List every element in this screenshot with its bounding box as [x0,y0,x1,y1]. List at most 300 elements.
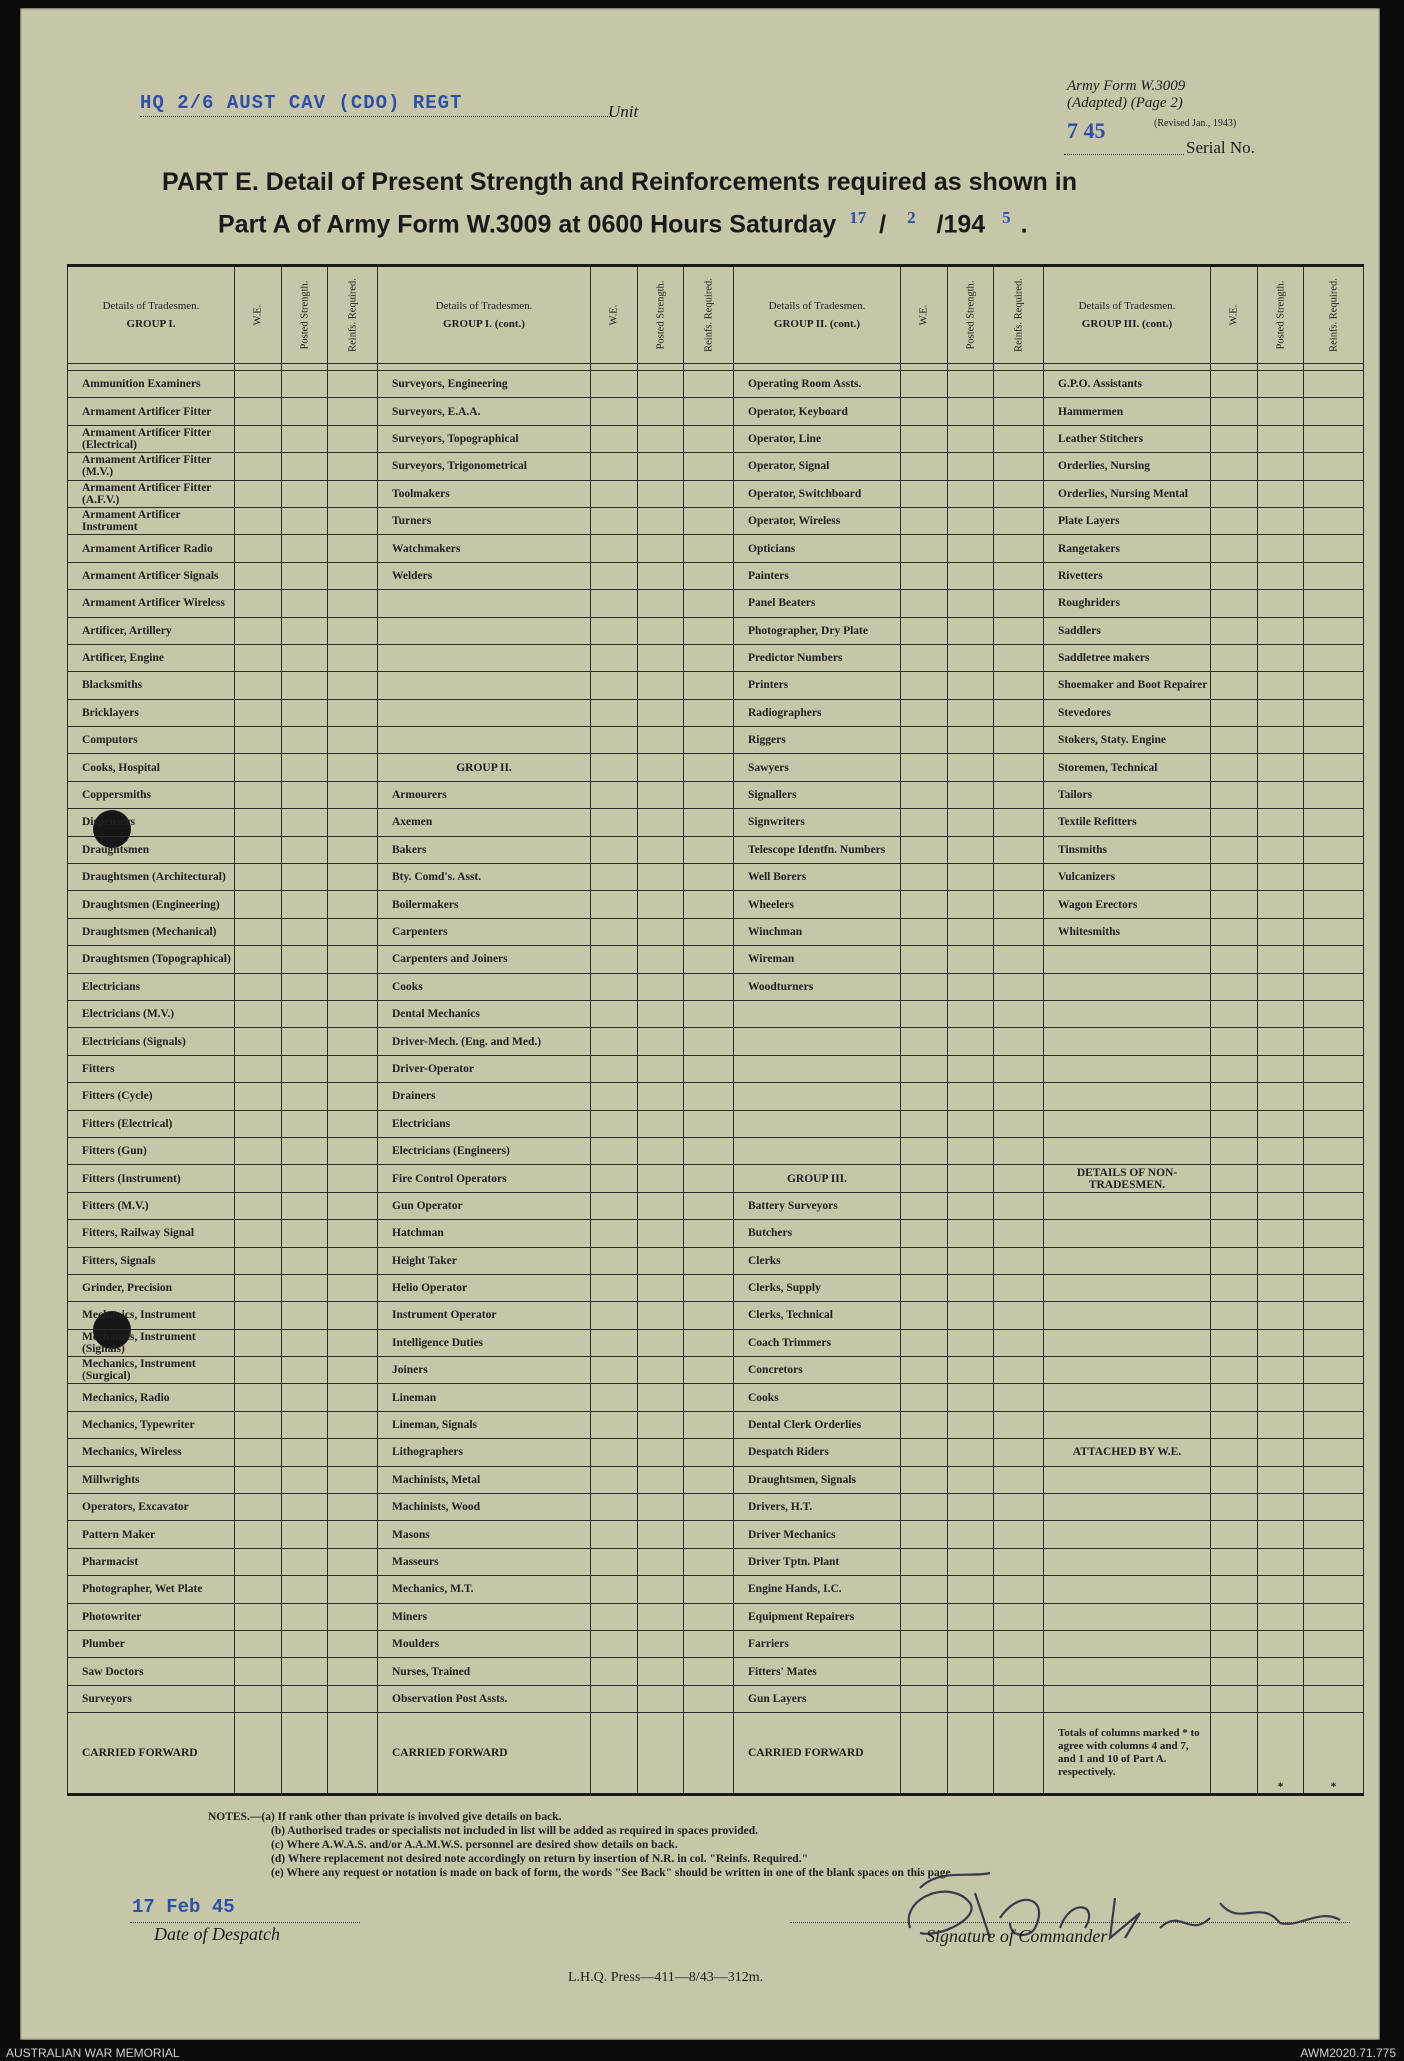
reinfs-required-cell[interactable] [684,1630,734,1657]
posted-strength-cell[interactable] [638,672,684,699]
posted-strength-cell[interactable] [638,699,684,726]
reinfs-required-cell[interactable] [328,535,378,562]
we-cell[interactable] [901,1274,948,1301]
reinfs-required-cell[interactable] [1304,1000,1364,1027]
we-cell[interactable] [235,1302,282,1329]
posted-strength-cell[interactable] [1258,973,1304,1000]
we-cell[interactable] [901,1302,948,1329]
posted-strength-cell[interactable] [948,480,994,507]
posted-strength-cell[interactable] [948,1247,994,1274]
we-cell[interactable] [235,1576,282,1603]
reinfs-required-cell[interactable] [994,1055,1044,1082]
posted-strength-cell[interactable] [282,425,328,452]
we-cell[interactable] [591,1192,638,1219]
reinfs-required-cell[interactable] [684,1576,734,1603]
reinfs-required-cell[interactable] [684,590,734,617]
reinfs-required-cell[interactable] [1304,1274,1364,1301]
posted-strength-cell[interactable] [282,480,328,507]
reinfs-required-cell[interactable] [994,535,1044,562]
we-cell[interactable] [235,809,282,836]
posted-strength-cell[interactable] [282,1411,328,1438]
posted-strength-cell[interactable] [1258,507,1304,534]
reinfs-required-cell[interactable] [1304,425,1364,452]
posted-strength-cell[interactable] [638,644,684,671]
reinfs-required-cell[interactable] [1304,507,1364,534]
posted-strength-cell[interactable] [638,754,684,781]
we-cell[interactable] [591,480,638,507]
posted-strength-cell[interactable] [282,1658,328,1685]
reinfs-required-cell[interactable] [328,809,378,836]
posted-strength-cell[interactable] [948,1083,994,1110]
reinfs-required-cell[interactable] [328,1302,378,1329]
posted-strength-cell[interactable] [282,1110,328,1137]
reinfs-required-cell[interactable] [684,699,734,726]
posted-strength-cell[interactable] [948,617,994,644]
posted-strength-cell[interactable] [1258,371,1304,398]
posted-strength-cell[interactable] [1258,1439,1304,1466]
we-cell[interactable] [591,398,638,425]
reinfs-required-cell[interactable] [328,1137,378,1164]
we-cell[interactable] [901,1521,948,1548]
we-cell[interactable] [591,1247,638,1274]
reinfs-required-cell[interactable] [684,1548,734,1575]
posted-strength-cell[interactable] [1258,644,1304,671]
we-cell[interactable] [1211,1137,1258,1164]
reinfs-required-cell[interactable] [684,1521,734,1548]
posted-strength-cell[interactable] [282,617,328,644]
we-cell[interactable] [591,1576,638,1603]
reinfs-required-cell[interactable] [1304,1220,1364,1247]
posted-strength-cell[interactable] [638,507,684,534]
we-cell[interactable] [591,535,638,562]
reinfs-required-cell[interactable] [684,918,734,945]
we-cell[interactable] [591,1685,638,1712]
we-cell[interactable] [1211,1439,1258,1466]
reinfs-required-cell[interactable] [994,1000,1044,1027]
we-cell[interactable] [1211,1630,1258,1657]
posted-strength-cell[interactable] [282,507,328,534]
we-cell[interactable] [235,617,282,644]
posted-strength-cell[interactable] [1258,1055,1304,1082]
reinfs-required-cell[interactable] [1304,1411,1364,1438]
reinfs-required-cell[interactable] [684,562,734,589]
we-cell[interactable] [901,918,948,945]
posted-strength-cell[interactable] [1258,672,1304,699]
posted-strength-cell[interactable] [1258,918,1304,945]
reinfs-required-cell[interactable] [1304,398,1364,425]
reinfs-required-cell[interactable] [684,1000,734,1027]
reinfs-required-cell[interactable] [1304,809,1364,836]
reinfs-required-cell[interactable] [684,1110,734,1137]
reinfs-required-cell[interactable] [684,398,734,425]
reinfs-required-cell[interactable] [328,1220,378,1247]
reinfs-required-cell[interactable] [328,1000,378,1027]
we-cell[interactable] [1211,480,1258,507]
cf-reinfs-cell[interactable] [684,1713,734,1795]
reinfs-required-cell[interactable] [328,480,378,507]
reinfs-required-cell[interactable] [684,1384,734,1411]
reinfs-required-cell[interactable] [328,1083,378,1110]
reinfs-required-cell[interactable] [994,480,1044,507]
reinfs-required-cell[interactable] [994,1274,1044,1301]
posted-strength-cell[interactable] [948,644,994,671]
we-cell[interactable] [1211,727,1258,754]
we-cell[interactable] [235,1329,282,1356]
reinfs-required-cell[interactable] [684,1603,734,1630]
posted-strength-cell[interactable] [638,1028,684,1055]
posted-strength-cell[interactable] [948,781,994,808]
reinfs-required-cell[interactable] [1304,1384,1364,1411]
we-cell[interactable] [901,1357,948,1384]
reinfs-required-cell[interactable] [1304,891,1364,918]
reinfs-required-cell[interactable] [684,1274,734,1301]
we-cell[interactable] [591,727,638,754]
posted-strength-cell[interactable] [1258,1494,1304,1521]
reinfs-required-cell[interactable] [1304,371,1364,398]
we-cell[interactable] [901,1439,948,1466]
reinfs-required-cell[interactable] [328,507,378,534]
we-cell[interactable] [591,507,638,534]
we-cell[interactable] [591,1165,638,1192]
posted-strength-cell[interactable] [1258,425,1304,452]
reinfs-required-cell[interactable] [994,1466,1044,1493]
we-cell[interactable] [1211,1247,1258,1274]
reinfs-required-cell[interactable] [994,1576,1044,1603]
we-cell[interactable] [591,836,638,863]
we-cell[interactable] [591,1055,638,1082]
reinfs-required-cell[interactable] [994,562,1044,589]
reinfs-required-cell[interactable] [684,836,734,863]
we-cell[interactable] [901,371,948,398]
we-cell[interactable] [235,891,282,918]
posted-strength-cell[interactable] [638,1083,684,1110]
we-cell[interactable] [901,617,948,644]
posted-strength-cell[interactable] [638,1165,684,1192]
reinfs-required-cell[interactable] [994,973,1044,1000]
posted-strength-cell[interactable] [948,1411,994,1438]
posted-strength-cell[interactable] [638,1000,684,1027]
reinfs-required-cell[interactable] [1304,1548,1364,1575]
reinfs-required-cell[interactable] [684,864,734,891]
we-cell[interactable] [235,672,282,699]
posted-strength-cell[interactable] [1258,1137,1304,1164]
we-cell[interactable] [901,1165,948,1192]
reinfs-required-cell[interactable] [328,617,378,644]
posted-strength-cell[interactable] [948,1630,994,1657]
posted-strength-cell[interactable] [638,1576,684,1603]
we-cell[interactable] [591,699,638,726]
we-cell[interactable] [235,918,282,945]
we-cell[interactable] [901,1247,948,1274]
posted-strength-cell[interactable] [282,1494,328,1521]
we-cell[interactable] [1211,836,1258,863]
posted-strength-cell[interactable] [1258,1192,1304,1219]
reinfs-required-cell[interactable] [328,1055,378,1082]
we-cell[interactable] [235,1247,282,1274]
we-cell[interactable] [591,1384,638,1411]
we-cell[interactable] [1211,1521,1258,1548]
we-cell[interactable] [1211,864,1258,891]
we-cell[interactable] [591,1329,638,1356]
we-cell[interactable] [591,425,638,452]
reinfs-required-cell[interactable] [684,425,734,452]
posted-strength-cell[interactable] [282,973,328,1000]
reinfs-required-cell[interactable] [684,535,734,562]
reinfs-required-cell[interactable] [328,1548,378,1575]
posted-strength-cell[interactable] [948,1658,994,1685]
posted-strength-cell[interactable] [948,1302,994,1329]
we-cell[interactable] [1211,1384,1258,1411]
we-cell[interactable] [1211,1576,1258,1603]
reinfs-required-cell[interactable] [1304,1685,1364,1712]
we-cell[interactable] [591,754,638,781]
we-cell[interactable] [901,453,948,480]
posted-strength-cell[interactable] [282,1466,328,1493]
we-cell[interactable] [1211,973,1258,1000]
posted-strength-cell[interactable] [638,1466,684,1493]
reinfs-required-cell[interactable] [684,617,734,644]
posted-strength-cell[interactable] [282,1439,328,1466]
posted-strength-cell[interactable] [1258,1603,1304,1630]
we-cell[interactable] [1211,644,1258,671]
we-cell[interactable] [591,1357,638,1384]
posted-strength-cell[interactable] [282,1384,328,1411]
we-cell[interactable] [1211,371,1258,398]
we-cell[interactable] [901,1466,948,1493]
posted-strength-cell[interactable] [948,864,994,891]
we-cell[interactable] [235,1165,282,1192]
posted-strength-cell[interactable] [638,1247,684,1274]
posted-strength-cell[interactable] [948,1357,994,1384]
reinfs-required-cell[interactable] [994,1247,1044,1274]
posted-strength-cell[interactable] [1258,1083,1304,1110]
we-cell[interactable] [1211,1302,1258,1329]
reinfs-required-cell[interactable] [684,644,734,671]
posted-strength-cell[interactable] [948,1548,994,1575]
we-cell[interactable] [591,562,638,589]
reinfs-required-cell[interactable] [994,1439,1044,1466]
we-cell[interactable] [591,1521,638,1548]
reinfs-required-cell[interactable] [1304,672,1364,699]
we-cell[interactable] [1211,946,1258,973]
posted-strength-cell[interactable] [948,918,994,945]
reinfs-required-cell[interactable] [994,727,1044,754]
posted-strength-cell[interactable] [282,918,328,945]
posted-strength-cell[interactable] [282,1329,328,1356]
reinfs-required-cell[interactable] [328,1603,378,1630]
posted-strength-cell[interactable] [1258,1274,1304,1301]
posted-strength-cell[interactable] [638,1548,684,1575]
we-cell[interactable] [591,1000,638,1027]
posted-strength-cell[interactable] [282,1274,328,1301]
posted-strength-cell[interactable] [282,1192,328,1219]
reinfs-required-cell[interactable] [994,1220,1044,1247]
posted-strength-cell[interactable] [282,1055,328,1082]
reinfs-required-cell[interactable] [994,1521,1044,1548]
posted-strength-cell[interactable] [638,864,684,891]
posted-strength-cell[interactable] [638,1302,684,1329]
we-cell[interactable] [591,453,638,480]
we-cell[interactable] [235,1603,282,1630]
we-cell[interactable] [1211,617,1258,644]
posted-strength-cell[interactable] [282,1685,328,1712]
posted-strength-cell[interactable] [282,562,328,589]
reinfs-required-cell[interactable] [1304,590,1364,617]
we-cell[interactable] [901,480,948,507]
reinfs-required-cell[interactable] [684,1083,734,1110]
we-cell[interactable] [1211,1165,1258,1192]
we-cell[interactable] [1211,1329,1258,1356]
we-cell[interactable] [901,425,948,452]
posted-strength-cell[interactable] [638,1603,684,1630]
posted-strength-cell[interactable] [948,1165,994,1192]
reinfs-required-cell[interactable] [1304,1576,1364,1603]
reinfs-required-cell[interactable] [1304,453,1364,480]
cf-we-cell[interactable] [901,1713,948,1795]
reinfs-required-cell[interactable] [684,1165,734,1192]
reinfs-required-cell[interactable] [1304,1658,1364,1685]
we-cell[interactable] [901,535,948,562]
posted-strength-cell[interactable] [1258,1110,1304,1137]
we-cell[interactable] [235,1685,282,1712]
reinfs-required-cell[interactable] [328,453,378,480]
posted-strength-cell[interactable] [1258,1247,1304,1274]
posted-strength-cell[interactable] [638,1357,684,1384]
reinfs-required-cell[interactable] [684,480,734,507]
posted-strength-cell[interactable] [948,1521,994,1548]
posted-strength-cell[interactable] [282,535,328,562]
posted-strength-cell[interactable] [282,1220,328,1247]
posted-strength-cell[interactable] [282,1630,328,1657]
reinfs-required-cell[interactable] [328,672,378,699]
we-cell[interactable] [1211,425,1258,452]
reinfs-required-cell[interactable] [328,1247,378,1274]
reinfs-required-cell[interactable] [994,644,1044,671]
posted-strength-cell[interactable] [1258,1548,1304,1575]
posted-strength-cell[interactable] [948,1439,994,1466]
we-cell[interactable] [591,1466,638,1493]
reinfs-required-cell[interactable] [994,1357,1044,1384]
we-cell[interactable] [591,1137,638,1164]
we-cell[interactable] [1211,1411,1258,1438]
posted-strength-cell[interactable] [282,1165,328,1192]
posted-strength-cell[interactable] [638,480,684,507]
reinfs-required-cell[interactable] [994,425,1044,452]
we-cell[interactable] [591,809,638,836]
reinfs-required-cell[interactable] [328,562,378,589]
we-cell[interactable] [591,1630,638,1657]
reinfs-required-cell[interactable] [328,1384,378,1411]
we-cell[interactable] [235,1466,282,1493]
reinfs-required-cell[interactable] [1304,644,1364,671]
posted-strength-cell[interactable] [948,699,994,726]
reinfs-required-cell[interactable] [994,1548,1044,1575]
we-cell[interactable] [235,1658,282,1685]
posted-strength-cell[interactable] [1258,1220,1304,1247]
reinfs-required-cell[interactable] [684,1302,734,1329]
we-cell[interactable] [591,891,638,918]
we-cell[interactable] [235,1494,282,1521]
posted-strength-cell[interactable] [1258,562,1304,589]
posted-strength-cell[interactable] [948,1466,994,1493]
we-cell[interactable] [235,425,282,452]
we-cell[interactable] [591,1603,638,1630]
we-cell[interactable] [1211,891,1258,918]
we-cell[interactable] [1211,781,1258,808]
posted-strength-cell[interactable] [1258,699,1304,726]
posted-strength-cell[interactable] [948,672,994,699]
reinfs-required-cell[interactable] [328,398,378,425]
we-cell[interactable] [1211,1658,1258,1685]
reinfs-required-cell[interactable] [994,1603,1044,1630]
we-cell[interactable] [591,644,638,671]
we-cell[interactable] [901,891,948,918]
posted-strength-cell[interactable] [948,891,994,918]
we-cell[interactable] [235,1274,282,1301]
posted-strength-cell[interactable] [282,1521,328,1548]
reinfs-required-cell[interactable] [1304,1466,1364,1493]
we-cell[interactable] [591,781,638,808]
posted-strength-cell[interactable] [948,1603,994,1630]
we-cell[interactable] [591,1411,638,1438]
posted-strength-cell[interactable] [282,836,328,863]
posted-strength-cell[interactable] [1258,1384,1304,1411]
we-cell[interactable] [235,1521,282,1548]
posted-strength-cell[interactable] [948,425,994,452]
posted-strength-cell[interactable] [948,836,994,863]
posted-strength-cell[interactable] [638,727,684,754]
we-cell[interactable] [901,1083,948,1110]
we-cell[interactable] [901,562,948,589]
reinfs-required-cell[interactable] [328,699,378,726]
we-cell[interactable] [1211,1055,1258,1082]
posted-strength-cell[interactable] [1258,1630,1304,1657]
reinfs-required-cell[interactable] [328,973,378,1000]
we-cell[interactable] [901,1384,948,1411]
reinfs-required-cell[interactable] [994,1658,1044,1685]
posted-strength-cell[interactable] [638,1685,684,1712]
posted-strength-cell[interactable] [282,781,328,808]
posted-strength-cell[interactable] [282,754,328,781]
posted-strength-cell[interactable] [948,1576,994,1603]
posted-strength-cell[interactable] [948,535,994,562]
we-cell[interactable] [901,1658,948,1685]
posted-strength-cell[interactable] [1258,1329,1304,1356]
we-cell[interactable] [1211,672,1258,699]
we-cell[interactable] [1211,918,1258,945]
reinfs-required-cell[interactable] [1304,617,1364,644]
posted-strength-cell[interactable] [1258,891,1304,918]
reinfs-required-cell[interactable] [994,1411,1044,1438]
reinfs-required-cell[interactable] [994,1384,1044,1411]
posted-strength-cell[interactable] [948,507,994,534]
posted-strength-cell[interactable] [282,1000,328,1027]
we-cell[interactable] [235,1000,282,1027]
reinfs-required-cell[interactable] [328,644,378,671]
we-cell[interactable] [901,809,948,836]
posted-strength-cell[interactable] [282,371,328,398]
posted-strength-cell[interactable] [1258,727,1304,754]
reinfs-required-cell[interactable] [328,1494,378,1521]
we-cell[interactable] [901,836,948,863]
posted-strength-cell[interactable] [1258,1576,1304,1603]
reinfs-required-cell[interactable] [684,1685,734,1712]
posted-strength-cell[interactable] [638,918,684,945]
reinfs-required-cell[interactable] [994,754,1044,781]
reinfs-required-cell[interactable] [1304,1630,1364,1657]
reinfs-required-cell[interactable] [994,891,1044,918]
reinfs-required-cell[interactable] [994,1630,1044,1657]
